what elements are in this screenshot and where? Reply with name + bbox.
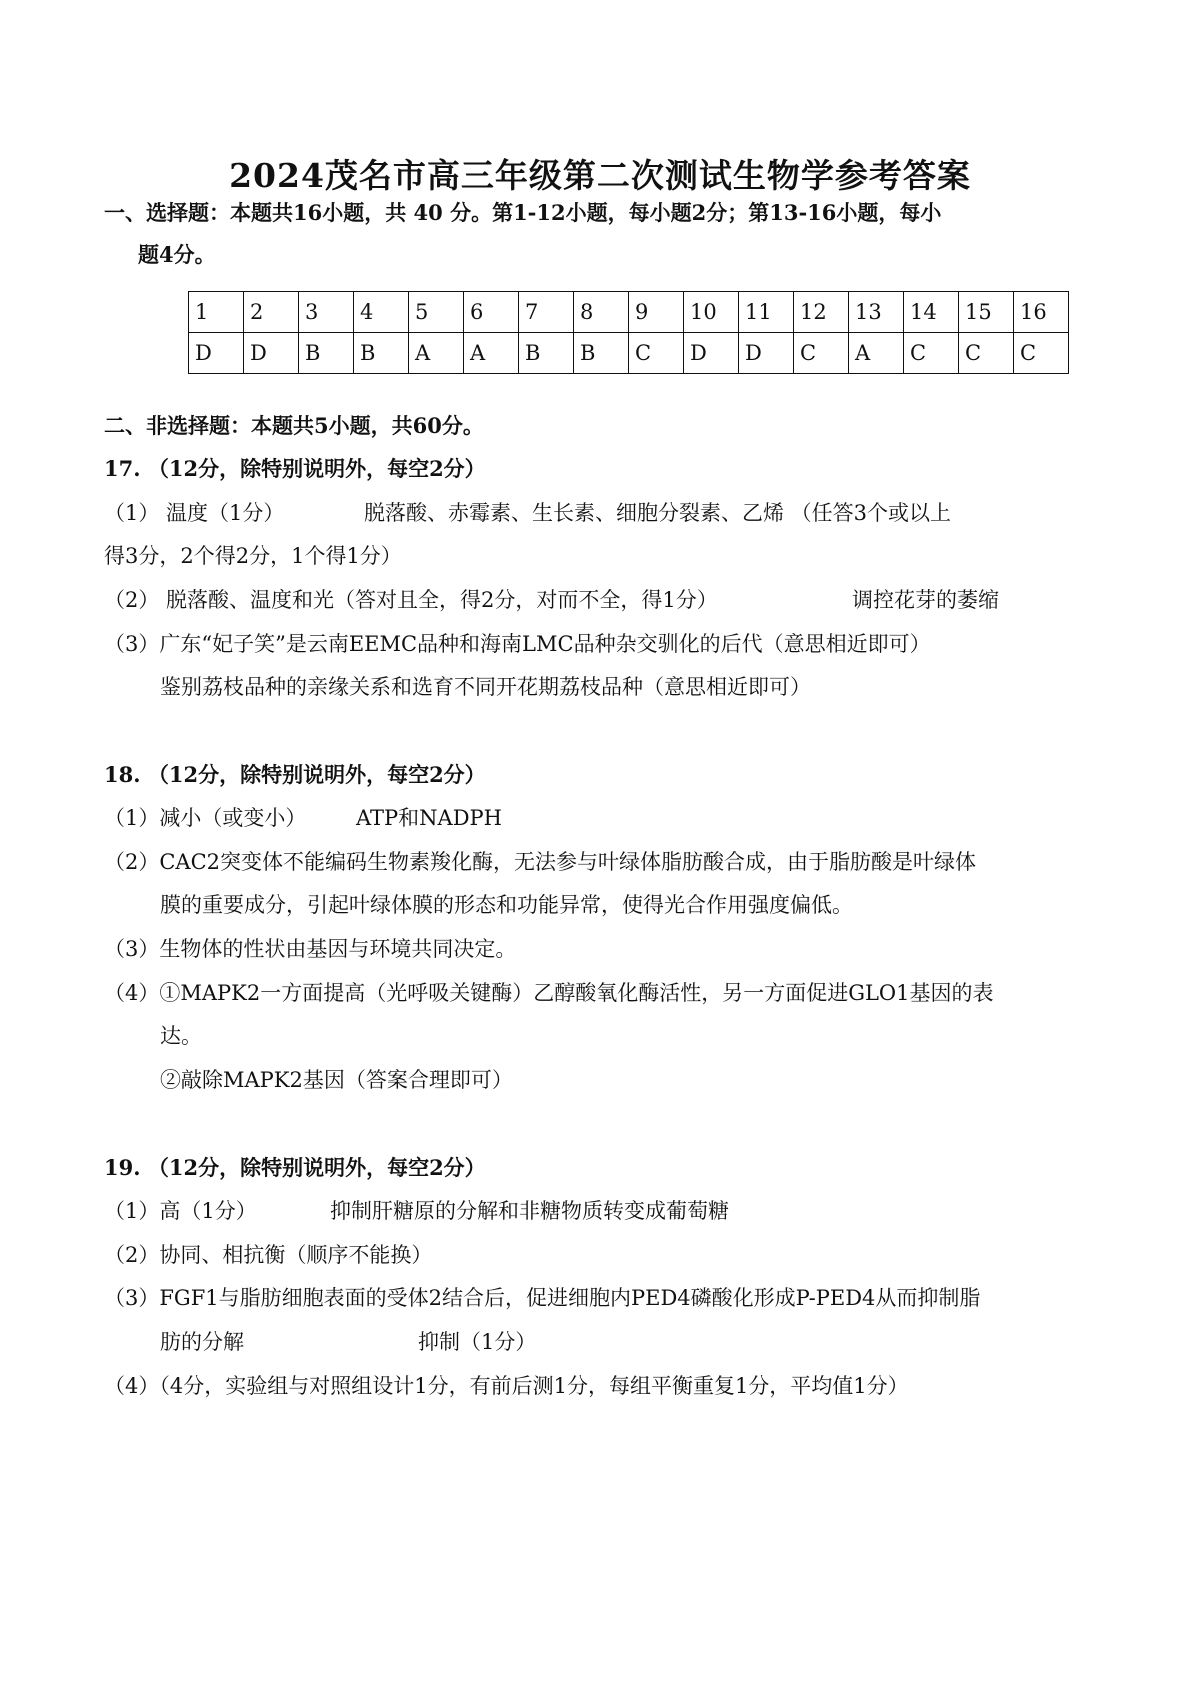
question-number-cell: 5	[409, 292, 464, 333]
answer-cell: C	[904, 333, 959, 374]
table-row-question-numbers	[189, 292, 1069, 333]
q19-part4: （4）（4分，实验组与对照组设计1分，有前后测1分，每组平衡重复1分，平均值1分）	[104, 1374, 909, 1398]
q19-part3-line2-b: 抑制（1分）	[418, 1330, 537, 1354]
section2-heading: 二、非选择题：本题共5小题，共60分。	[104, 413, 484, 438]
section1-heading-cont: 题4分。	[138, 242, 216, 267]
q17-part3-line1: （3）广东“妃子笑”是云南EEMC品种和海南LMC品种杂交驯化的后代（意思相近即可）	[104, 632, 931, 656]
answer-cell: D	[739, 333, 794, 374]
question-number-cell: 1	[189, 292, 244, 333]
question-number-cell: 6	[464, 292, 519, 333]
q17-part3-line2: 鉴别荔枝品种的亲缘关系和选育不同开花期荔枝品种（意思相近即可）	[160, 675, 811, 699]
q18-part3: （3）生物体的性状由基因与环境共同决定。	[104, 937, 517, 961]
q19-part1-answer-b: 抑制肝糖原的分解和非糖物质转变成葡萄糖	[330, 1199, 729, 1223]
q17-heading: 17. （12分，除特别说明外，每空2分）	[104, 456, 486, 481]
q19-part3-line1: （3）FGF1与脂肪细胞表面的受体2结合后，促进细胞内PED4磷酸化形成P-PED4从而抑制脂	[104, 1286, 981, 1310]
question-number-cell: 8	[574, 292, 629, 333]
question-number-cell: 13	[849, 292, 904, 333]
table-row-answers	[189, 333, 1069, 374]
answer-cell: C	[959, 333, 1014, 374]
q17-part1-answer-b: 脱落酸、赤霉素、生长素、细胞分裂素、乙烯 （任答3个或以上	[364, 501, 952, 525]
q19-heading: 19. （12分，除特别说明外，每空2分）	[104, 1155, 486, 1180]
answer-cell: A	[409, 333, 464, 374]
q19-part2: （2）协同、相抗衡（顺序不能换）	[104, 1243, 433, 1267]
question-number-cell: 12	[794, 292, 849, 333]
q17-part1-answer-a: 温度（1分）	[166, 501, 285, 525]
question-number-cell: 7	[519, 292, 574, 333]
question-number-cell: 3	[299, 292, 354, 333]
answer-cell: C	[1014, 333, 1069, 374]
question-number-cell: 14	[904, 292, 959, 333]
question-number-cell: 15	[959, 292, 1014, 333]
answer-cell: A	[849, 333, 904, 374]
page-title: 2024茂名市高三年级第二次测试生物学参考答案	[229, 156, 971, 195]
question-number-cell: 10	[684, 292, 739, 333]
answer-cell: B	[574, 333, 629, 374]
q19-part3-line2-a: 肪的分解	[160, 1330, 244, 1354]
q18-part4-line3: ②敲除MAPK2基因（答案合理即可）	[160, 1068, 513, 1092]
q18-part1-answer-a: （1）减小（或变小）	[104, 806, 307, 830]
q17-part1-label: （1）	[104, 501, 160, 525]
answer-table	[188, 291, 1069, 374]
q18-part1-answer-b: ATP和NADPH	[356, 806, 502, 830]
q17-part2-label: （2）	[104, 588, 160, 612]
answer-cell: D	[189, 333, 244, 374]
section1-heading: 一、选择题：本题共16小题，共 40 分。第1-12小题，每小题2分；第13-16小题，每小	[104, 200, 942, 225]
answer-cell: B	[354, 333, 409, 374]
q18-part4-line2: 达。	[160, 1024, 202, 1048]
question-number-cell: 11	[739, 292, 794, 333]
question-number-cell: 4	[354, 292, 409, 333]
answer-cell: B	[519, 333, 574, 374]
q17-part2-answer-b: 调控花芽的萎缩	[852, 588, 999, 612]
answer-cell: D	[244, 333, 299, 374]
answer-cell: B	[299, 333, 354, 374]
question-number-cell: 16	[1014, 292, 1069, 333]
question-number-cell: 9	[629, 292, 684, 333]
q17-part1-continuation: 得3分，2个得2分，1个得1分）	[104, 544, 402, 568]
answer-cell: D	[684, 333, 739, 374]
q19-part1-answer-a: （1）高（1分）	[104, 1199, 257, 1223]
q18-part4-line1: （4）①MAPK2一方面提高（光呼吸关键酶）乙醇酸氧化酶活性，另一方面促进GLO1基因的表	[104, 981, 994, 1005]
answer-cell: A	[464, 333, 519, 374]
answer-cell: C	[629, 333, 684, 374]
q18-heading: 18. （12分，除特别说明外，每空2分）	[104, 762, 486, 787]
q18-part2-line1: （2）CAC2突变体不能编码生物素羧化酶，无法参与叶绿体脂肪酸合成，由于脂肪酸是叶绿体	[104, 850, 977, 874]
question-number-cell: 2	[244, 292, 299, 333]
q18-part2-line2: 膜的重要成分，引起叶绿体膜的形态和功能异常，使得光合作用强度偏低。	[160, 893, 853, 917]
answer-cell: C	[794, 333, 849, 374]
q17-part2-answer-a: 脱落酸、温度和光（答对且全，得2分，对而不全，得1分）	[166, 588, 718, 612]
